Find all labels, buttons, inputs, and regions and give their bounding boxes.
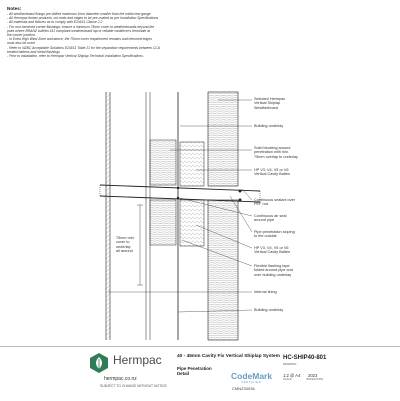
note-line: - All Hermpac timber products; cut ends and edges to be pre-coated as per Installation Specifications bbox=[7, 16, 159, 21]
codemark-certified: CERTIFIED bbox=[241, 380, 262, 384]
issued-date-value: 2023 bbox=[308, 373, 318, 378]
scale-label: SCALE bbox=[283, 378, 292, 381]
note-line: the corner junction. bbox=[7, 33, 36, 38]
issued-date-label: ISSUED DATE bbox=[306, 378, 324, 381]
callout-sealant: Continuous sealant over PEF rod bbox=[254, 198, 295, 207]
callout-building-underlay: Building underlay bbox=[254, 124, 284, 128]
weatherboard bbox=[208, 92, 238, 340]
callout-weatherboard: Selected Hermpac Vertical Shiplap Weatherboard bbox=[254, 97, 286, 110]
codemark-logo: CodeMark bbox=[231, 371, 273, 381]
wall-framing bbox=[146, 92, 150, 340]
note-line: - Refer to NZBC Acceptable Solutions E2/AS1 Table 21 for the separation requirements between CCA bbox=[7, 45, 160, 50]
drawing-title: 40 - 45mm Cavity Fix Vertical Shiplap System bbox=[177, 354, 280, 359]
note-line: - All weatherboard fixings pre-drilled maximum 1mm diameter smaller than the nail/screw gauge bbox=[7, 12, 151, 16]
callout-solid-blocking: Solid blocking around penetration with min. 75mm overlap to underlay bbox=[254, 146, 298, 159]
drawing-number-label: DRAWING bbox=[283, 362, 297, 366]
drawing-subtitle: Pipe Penetration Detail bbox=[177, 366, 212, 377]
note-line: must also be used. bbox=[7, 41, 36, 46]
callout-cavity-batten: HP V3, V4, V5 or V6 Vertical Cavity Batten bbox=[254, 168, 291, 177]
callout-pipe-slope: Pipe penetration sloping to the outside bbox=[254, 230, 295, 239]
callout-cavity-batten-lower: HP V3, V4, V5 or V6 Vertical Cavity Batten bbox=[254, 246, 291, 255]
scale-value: 1:2 @ A4 bbox=[283, 373, 301, 378]
brand-website: hermpac.co.nz bbox=[104, 376, 137, 382]
brand-name: Hermpac bbox=[113, 353, 162, 367]
note-line: - For non-hemmed corner flashings; ensure a minimum 75mm cover to weatherboards beyond the bbox=[7, 24, 155, 29]
cavity-batten bbox=[180, 142, 204, 246]
disclaimer: SUBJECT TO CHANGE WITHOUT NOTICE bbox=[100, 384, 167, 388]
internal-lining bbox=[106, 92, 110, 340]
notes-title: Notes: bbox=[7, 6, 22, 11]
pipe-penetration bbox=[100, 185, 260, 202]
dimension-label: 75mm min. cover to underlay all around bbox=[116, 236, 135, 254]
note-line: - Prior to installation, refer to Hermpac Vertical Shiplap Technical Installation Specifications. bbox=[7, 54, 144, 59]
note-line: treated battens and metal flashings bbox=[7, 49, 60, 54]
note-line: - All materials and fixtures as to comply with E2/AS1 Clause 2.2 bbox=[7, 20, 103, 25]
callout-internal-lining: Internal lining bbox=[254, 290, 277, 294]
callout-air-seal: Continuous air seal around pipe bbox=[254, 214, 287, 223]
callout-flashing-tape: Flexible flashing tape folded around pipe and over building underlay bbox=[254, 264, 293, 277]
note-line: point where BRANZ bulletin 411 compliant weatherboard lap or reliable cantilever's terminate at bbox=[7, 28, 151, 33]
hermpac-logo-icon bbox=[88, 352, 110, 374]
note-line: - In Extra High Wind Zone and above, the 75mm cover requirement remains and hemmed edges bbox=[7, 37, 152, 42]
callout-building-underlay-lower: Building underlay bbox=[254, 308, 284, 312]
drawing-number: HC-SHIP40-801 bbox=[283, 355, 327, 361]
solid-blocking bbox=[150, 140, 176, 245]
cert-number: CMNZ30036 bbox=[232, 386, 255, 391]
